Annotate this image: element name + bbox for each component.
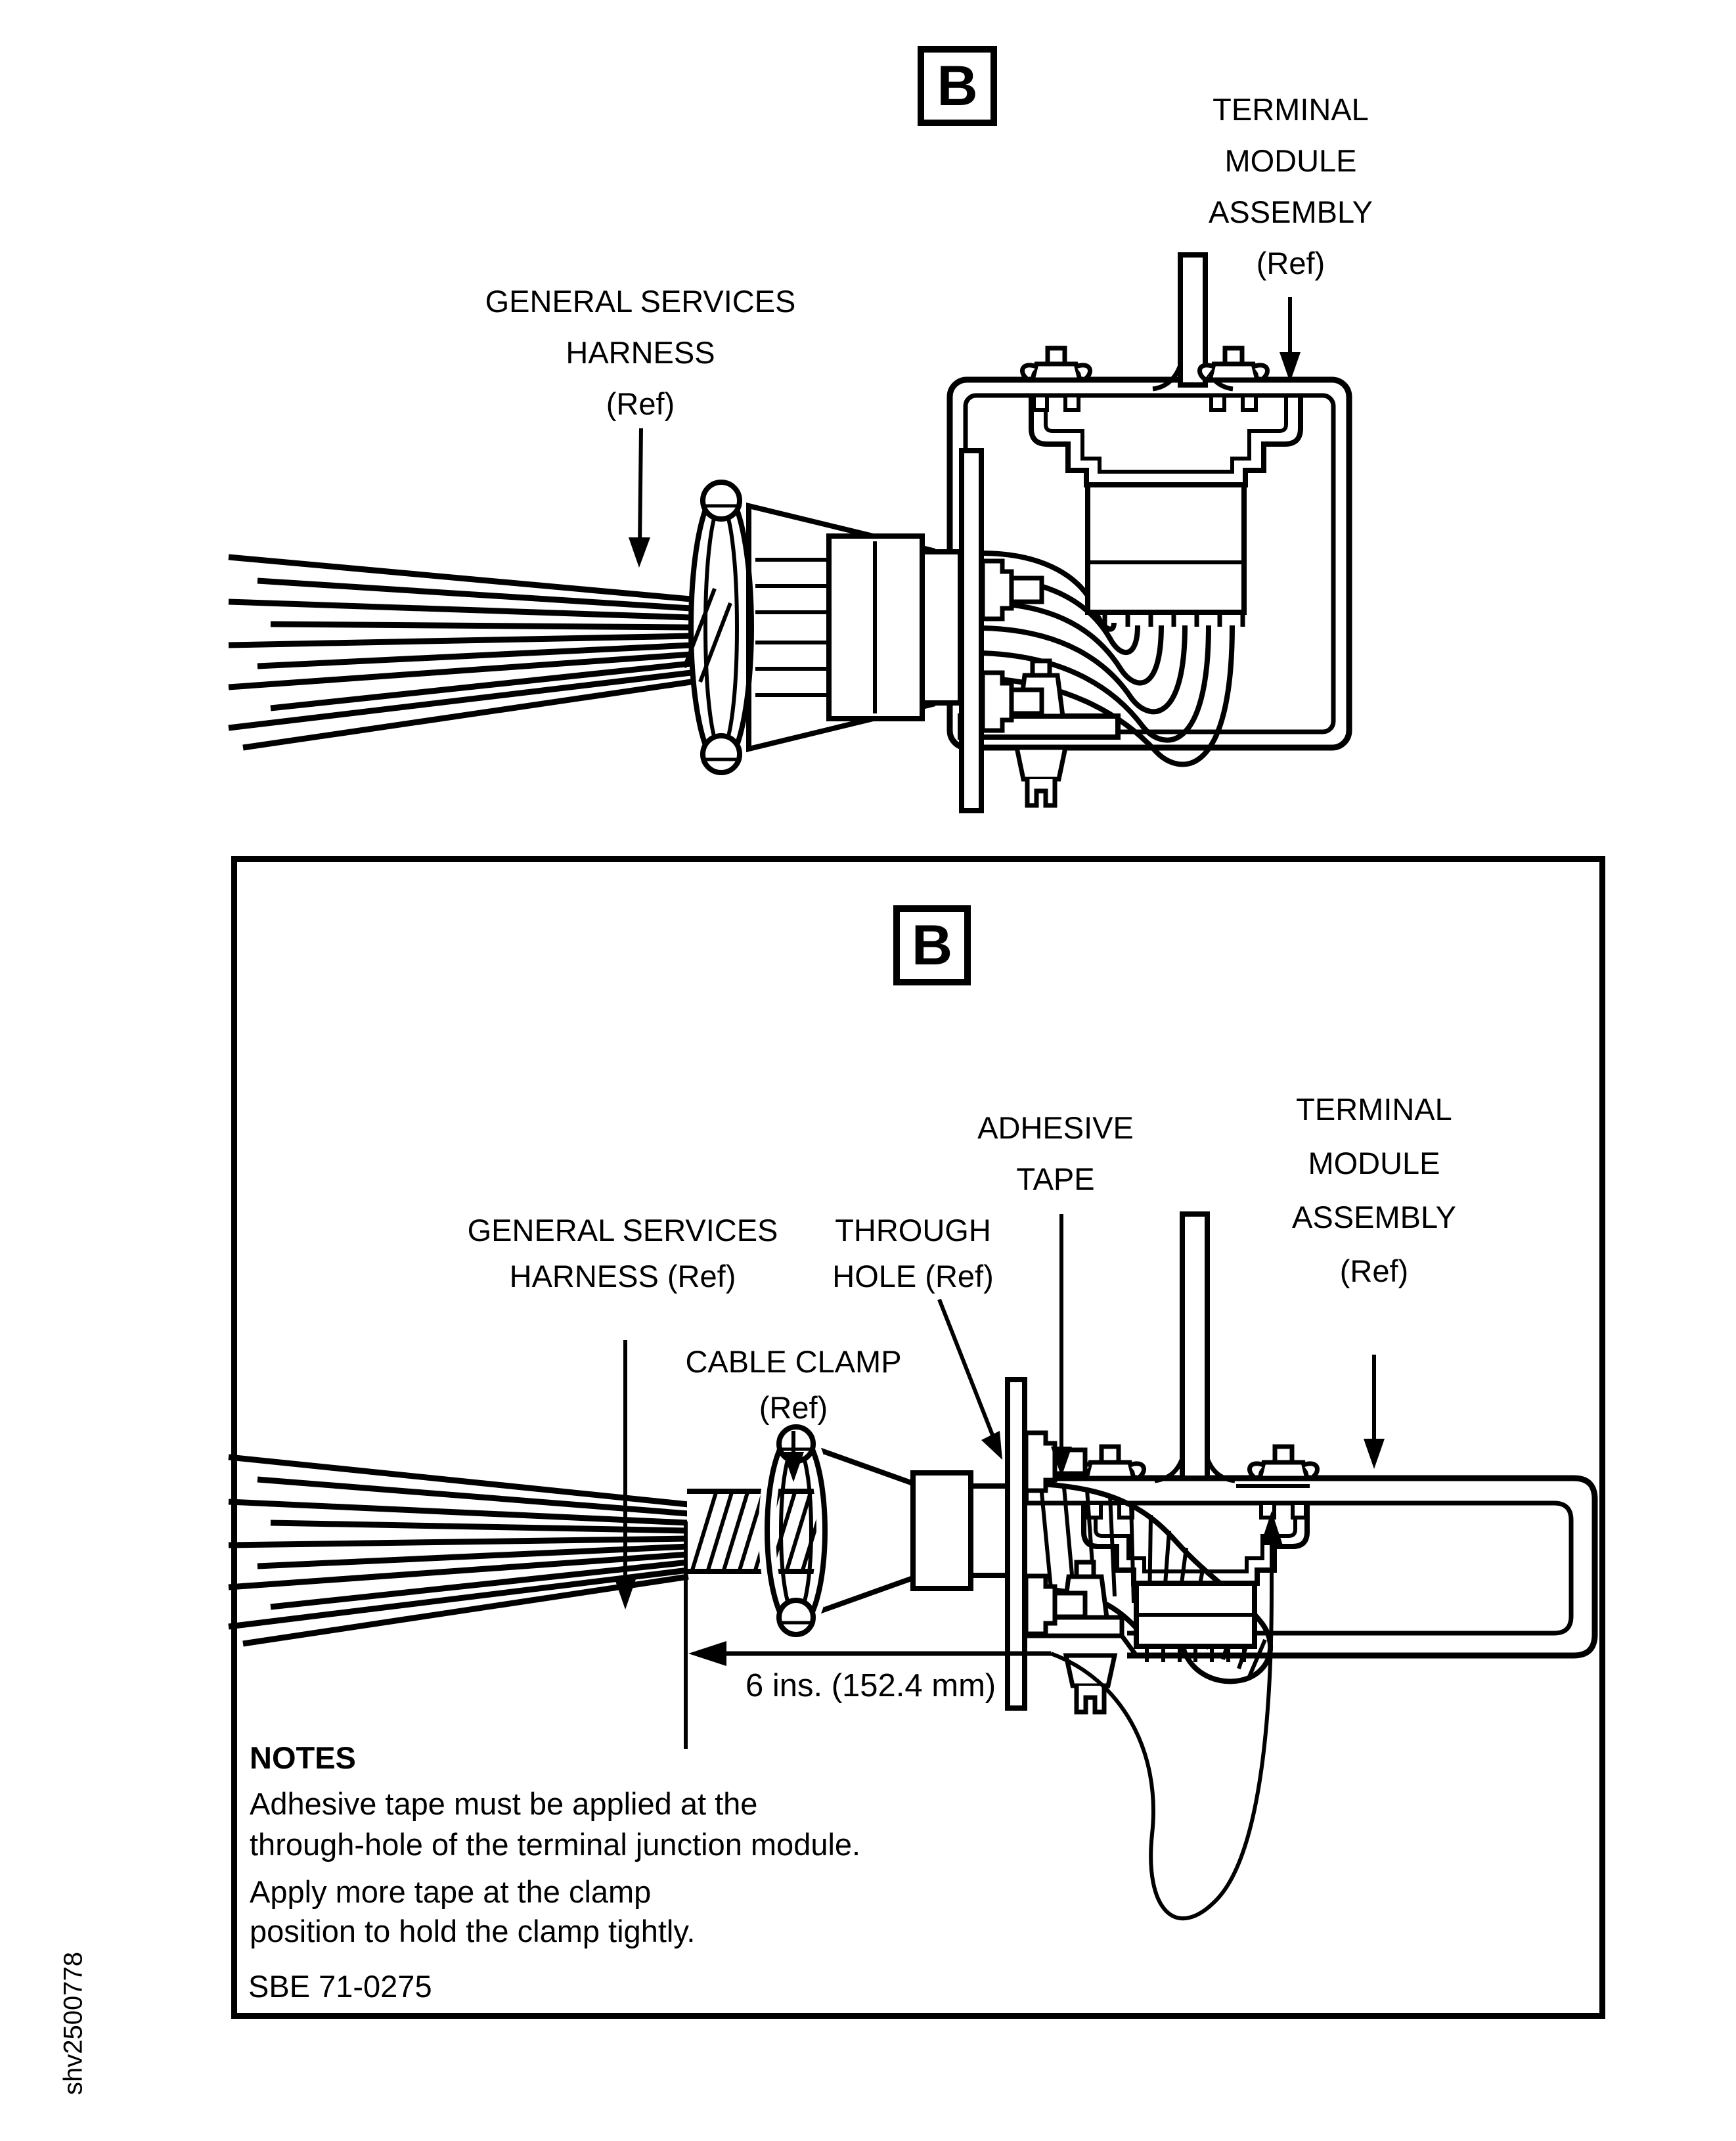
view-letter-box-bottom	[893, 905, 971, 985]
view-letter-top: B	[937, 54, 978, 118]
label-line: HOLE (Ref)	[832, 1259, 994, 1294]
label-line: ASSEMBLY	[1292, 1200, 1456, 1234]
label-terminal-module-assembly-top	[1209, 84, 1373, 289]
label-line: GENERAL SERVICES	[467, 1213, 778, 1248]
notes-line-4: position to hold the clamp tightly.	[250, 1914, 696, 1949]
notes-line-1: Adhesive tape must be applied at the	[250, 1786, 758, 1821]
label-line: ADHESIVE	[977, 1110, 1134, 1145]
dimension-text: 6 ins. (152.4 mm)	[746, 1668, 996, 1703]
view-letter-bottom: B	[911, 913, 953, 977]
label-line: TERMINAL	[1213, 92, 1369, 127]
leader-adhesive-tape	[1051, 1214, 1072, 1477]
notes-line-2: through-hole of the terminal junction module.	[250, 1827, 861, 1862]
label-line: HARNESS	[566, 335, 715, 370]
module-connector-bottom	[1136, 1583, 1255, 1662]
strain-relief-bottom	[821, 1451, 1008, 1611]
label-line: (Ref)	[759, 1390, 828, 1425]
notes-heading: NOTES	[250, 1740, 356, 1775]
label-cable-clamp	[685, 1339, 901, 1431]
leader-through-hole	[939, 1299, 1002, 1460]
label-line: TERMINAL	[1296, 1092, 1452, 1127]
label-line: HARNESS (Ref)	[509, 1259, 736, 1294]
leader-terminal-module-top	[1280, 297, 1301, 382]
label-general-services-harness-top	[485, 276, 796, 430]
label-line: ASSEMBLY	[1209, 194, 1373, 229]
label-line: MODULE	[1224, 143, 1357, 178]
figure-reference-number: SBE 71-0275	[248, 1969, 432, 2004]
label-general-services-harness-bottom	[468, 1207, 778, 1299]
label-line: GENERAL SERVICES	[485, 284, 796, 319]
harness-wire-fan-bottom	[229, 1457, 688, 1644]
leader-terminal-module-bottom	[1364, 1355, 1385, 1469]
leader-harness-top	[629, 428, 650, 568]
label-line: MODULE	[1308, 1146, 1440, 1181]
label-line: TAPE	[1016, 1161, 1095, 1196]
notes-line-3: Apply more tape at the clamp	[250, 1874, 652, 1909]
label-terminal-module-assembly-bottom	[1292, 1083, 1456, 1298]
label-adhesive-tape	[977, 1102, 1134, 1205]
module-connector-top	[1088, 485, 1244, 627]
label-line: THROUGH	[835, 1213, 991, 1248]
view-letter-box-top	[918, 46, 997, 126]
label-line: (Ref)	[1339, 1253, 1409, 1288]
top-mounting-plate-bottom	[1155, 1214, 1235, 1481]
label-line: CABLE CLAMP	[685, 1344, 902, 1379]
harness-wire-fan-top	[229, 557, 691, 748]
label-line: (Ref)	[1256, 246, 1325, 281]
label-line: (Ref)	[606, 386, 675, 421]
label-through-hole	[832, 1207, 994, 1299]
sidebar-code: shv2500778	[58, 1952, 88, 2095]
